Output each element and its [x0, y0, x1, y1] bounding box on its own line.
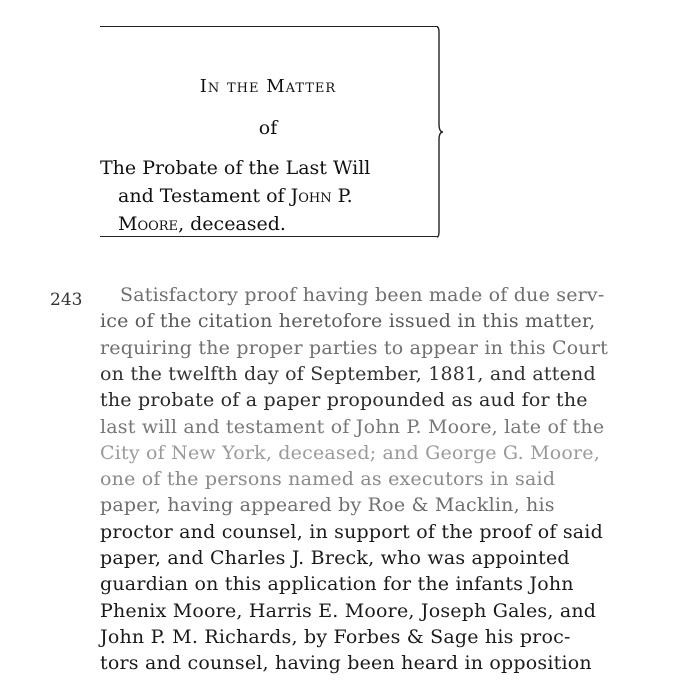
body-line: last will and testament of John P. Moore, late of the — [100, 415, 605, 438]
body-line: guardian on this application for the infants John — [100, 573, 574, 596]
body-line: City of New York, deceased; and George G. Moore, — [100, 441, 600, 464]
caption-line-3 — [118, 211, 454, 237]
caption-decedent-name-last: Moore — [118, 213, 179, 235]
caption-heading: In the Matter — [199, 76, 337, 97]
body-line: paper, having appeared by Roe & Macklin, his — [100, 494, 555, 517]
body-line: one of the persons named as executors in said — [100, 468, 556, 491]
body-line: proctor and counsel, in support of the proof of said — [100, 520, 603, 543]
caption-decedent-name-first: John P. — [290, 185, 353, 207]
caption-line-2 — [118, 183, 454, 209]
body-line: on the twelfth day of September, 1881, and attend — [100, 362, 596, 385]
case-caption — [100, 26, 442, 238]
body-line: Phenix Moore, Harris E. Moore, Joseph Gales, and — [100, 599, 597, 622]
caption-line-1: The Probate of the Last Will — [100, 157, 371, 179]
caption-top-rule — [100, 26, 438, 27]
body-line: ice of the citation heretofore issued in this matter, — [100, 310, 596, 333]
caption-line-3-text: , deceased. — [178, 213, 286, 235]
folio-number: 243 — [50, 290, 83, 310]
body-line: requiring the proper parties to appear in this Court — [100, 336, 608, 359]
caption-bottom-rule — [100, 236, 438, 237]
body-line: John P. M. Richards, by Forbes & Sage his proc- — [100, 625, 571, 648]
body-line: the probate of a paper propounded as aud for the — [100, 389, 588, 412]
caption-of: of — [258, 117, 278, 139]
body-line: paper, and Charles J. Breck, who was appointed — [100, 547, 570, 569]
caption-line-2-text: and Testament of — [118, 185, 291, 207]
body-line: tors and counsel, having been heard in opposition — [100, 652, 592, 675]
body-line: Satisfactory proof having been made of due serv- — [120, 284, 605, 306]
